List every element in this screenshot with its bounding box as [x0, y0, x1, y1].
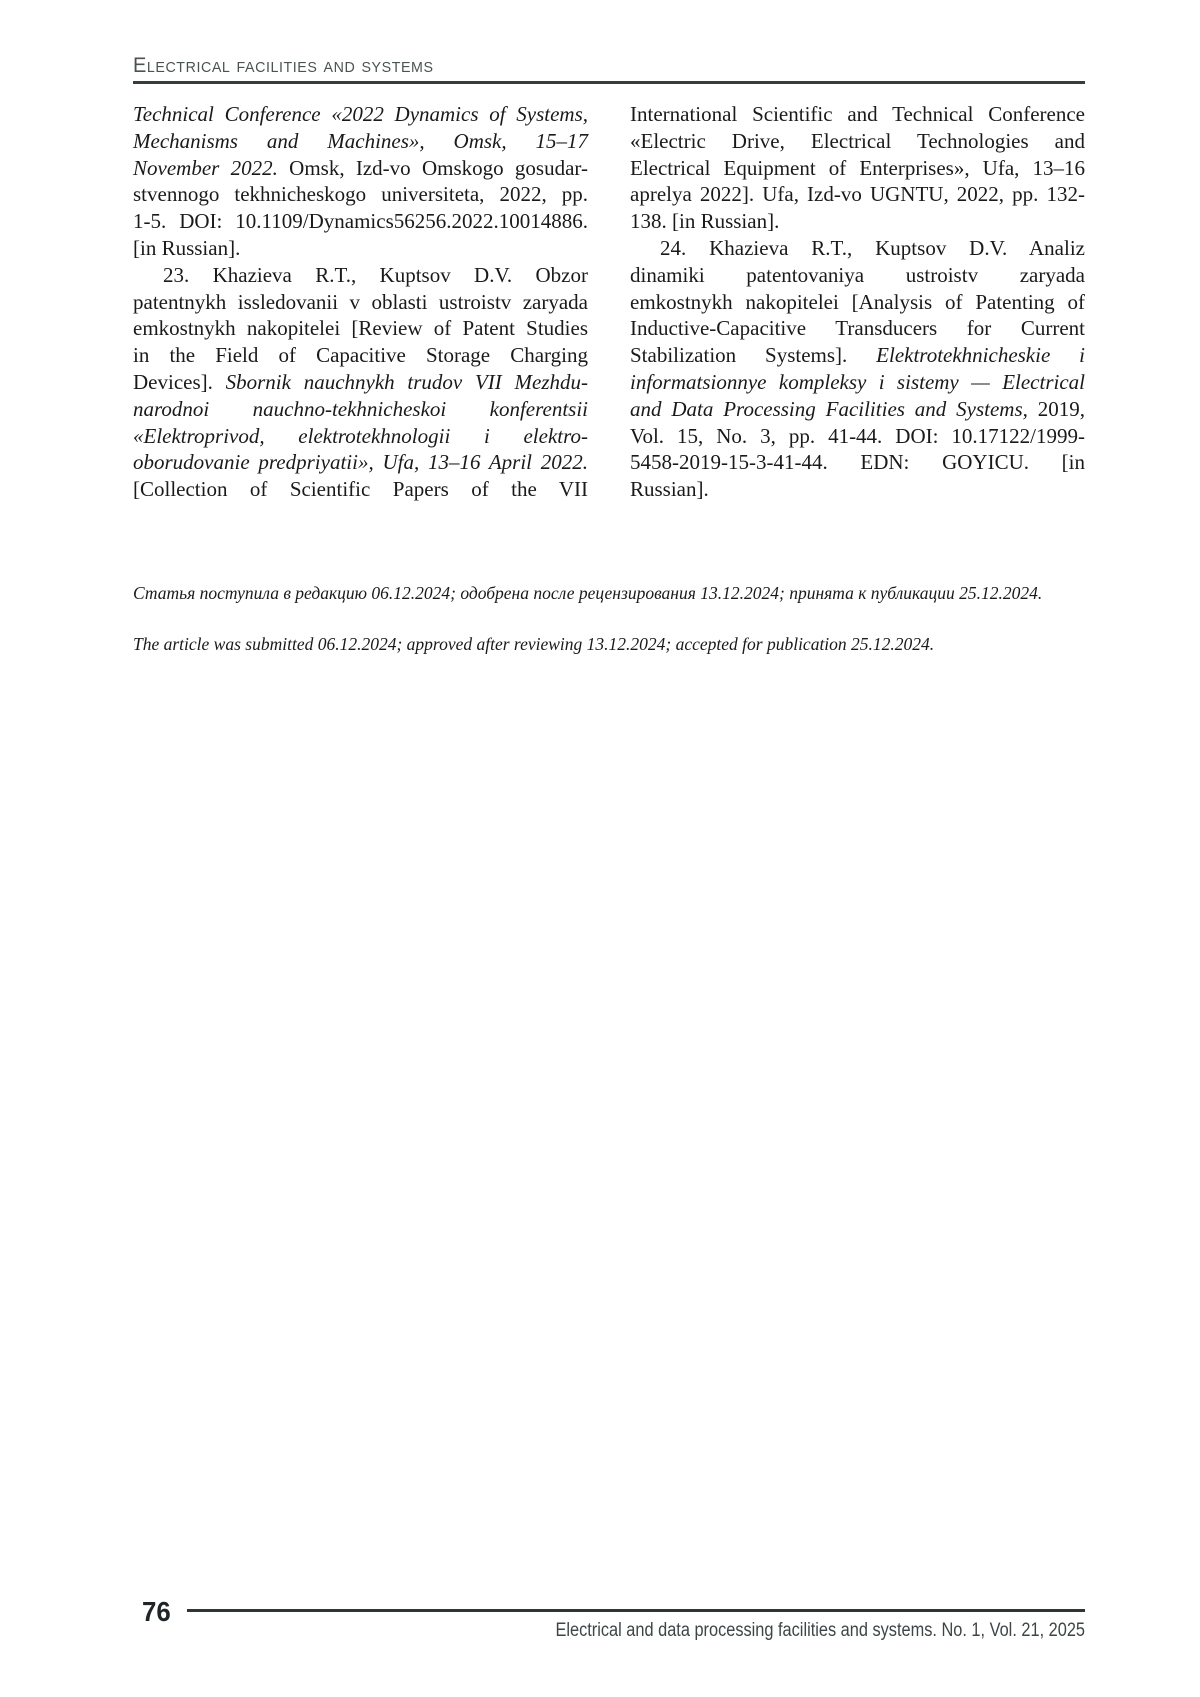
italic-text-run: narodnoi nauchno-tekhnicheskoi konferentsii — [133, 396, 588, 421]
reference-line — [133, 262, 588, 289]
reference-line — [133, 315, 588, 342]
text-run: International Scientific and Technical Conference — [630, 102, 1085, 126]
italic-text-run: November 2022. — [133, 155, 278, 180]
text-run: Electrical Equipment of Enterprises», Ufa, 13–16 — [630, 155, 1085, 180]
reference-line — [133, 235, 588, 262]
text-run: aprelya 2022]. Ufa, Izd-vo UGNTU, 2022, pp. 132- — [630, 182, 1085, 207]
reference-line — [133, 289, 588, 316]
journal-header-title: Electrical facilities and systems — [133, 54, 434, 77]
text-run: stvennogo tekhnicheskogo universiteta, 2022, pp. — [133, 182, 588, 207]
reference-line — [630, 262, 1085, 289]
text-run: 24. Khazieva R.T., Kuptsov D.V. Analiz — [660, 235, 1085, 260]
reference-line — [630, 208, 1085, 235]
references-column-left — [133, 101, 588, 503]
reference-line — [630, 101, 1085, 128]
text-run: 1-5. DOI: 10.1109/Dynamics56256.2022.10014886. — [133, 209, 588, 234]
text-run: Vol. 15, No. 3, pp. 41-44. DOI: 10.17122/1999- — [630, 423, 1085, 448]
reference-line — [133, 449, 588, 476]
reference-line — [630, 315, 1085, 342]
italic-text-run: Sbornik nauchnykh trudov VII Mezhdu- — [225, 369, 588, 394]
text-run: patentnykh issledovanii v oblasti ustroistv zaryada — [133, 289, 588, 314]
reference-line — [630, 128, 1085, 155]
text-run: Omsk, Izd-vo Omskogo gosudar- — [277, 155, 588, 180]
reference-line — [630, 476, 1085, 503]
header-rule — [133, 81, 1085, 84]
page-header — [133, 54, 1085, 84]
text-run: emkostnykh nakopitelei [Analysis of Patenting of — [630, 289, 1085, 314]
text-run: Stabilization Systems]. — [630, 343, 877, 368]
footer-rule — [187, 1609, 1085, 1612]
italic-text-run: and Data Processing Facilities and Systems, — [630, 396, 1028, 421]
italic-text-run: «Elektroprivod, elektrotekhnologii i elektro- — [133, 423, 588, 448]
reference-line — [133, 155, 588, 182]
text-run: emkostnykh nakopitelei [Review of Patent Studies — [133, 316, 588, 341]
journal-footer-line: Electrical and data processing facilities and systems. No. 1, Vol. 21, 2025 — [555, 1620, 1085, 1641]
text-run: Russian]. — [630, 477, 709, 502]
reference-line — [133, 101, 588, 128]
text-run: 5458-2019-15-3-41-44. EDN: GOYICU. [in — [630, 450, 1085, 475]
text-run: «Electric Drive, Electrical Technologies and — [630, 128, 1085, 153]
reference-line — [630, 342, 1085, 369]
text-run: Devices]. — [133, 369, 226, 394]
text-run: 23. Khazieva R.T., Kuptsov D.V. Obzor — [163, 262, 588, 287]
reference-line — [133, 208, 588, 235]
reference-line — [630, 423, 1085, 450]
reference-line — [630, 289, 1085, 316]
reference-line — [133, 369, 588, 396]
italic-text-run: Mechanisms and Machines», Omsk, 15–17 — [133, 128, 588, 153]
reference-line — [630, 235, 1085, 262]
text-run: 2019, — [1027, 396, 1085, 421]
page-number: 76 — [142, 1596, 171, 1627]
reference-line — [630, 181, 1085, 208]
text-run: [Collection of Scientific Papers of the VII — [133, 477, 588, 502]
reference-line — [133, 476, 588, 503]
text-run: in the Field of Capacitive Storage Charging — [133, 343, 588, 368]
reference-line — [630, 155, 1085, 182]
text-run: [in Russian]. — [133, 235, 241, 260]
reference-line — [133, 423, 588, 450]
submission-note-english: The article was submitted 06.12.2024; approved after reviewing 13.12.2024; accepted for publication 25.12.2024. — [133, 634, 935, 654]
reference-line — [133, 128, 588, 155]
text-run: Inductive-Capacitive Transducers for Current — [630, 316, 1085, 341]
reference-line — [630, 369, 1085, 396]
reference-line — [630, 396, 1085, 423]
reference-line — [133, 396, 588, 423]
italic-text-run: informatsionnye kompleksy i sistemy — Electrical — [630, 369, 1085, 394]
reference-line — [630, 449, 1085, 476]
italic-text-run: Technical Conference «2022 Dynamics of Systems, — [133, 102, 588, 126]
italic-text-run: Elektrotekhnicheskie i — [876, 343, 1085, 368]
references-section — [133, 101, 1085, 503]
text-run: dinamiki patentovaniya ustroistv zaryada — [630, 262, 1085, 287]
references-column-right — [630, 101, 1085, 503]
text-run: 138. [in Russian]. — [630, 209, 780, 234]
italic-text-run: oborudovanie predpriyatii», Ufa, 13–16 April 2022. — [133, 450, 588, 475]
reference-line — [133, 181, 588, 208]
reference-line — [133, 342, 588, 369]
submission-note-russian: Статья поступила в редакцию 06.12.2024; одобрена после рецензирования 13.12.2024; принята к публикации 25.12.2024. — [133, 583, 1043, 603]
